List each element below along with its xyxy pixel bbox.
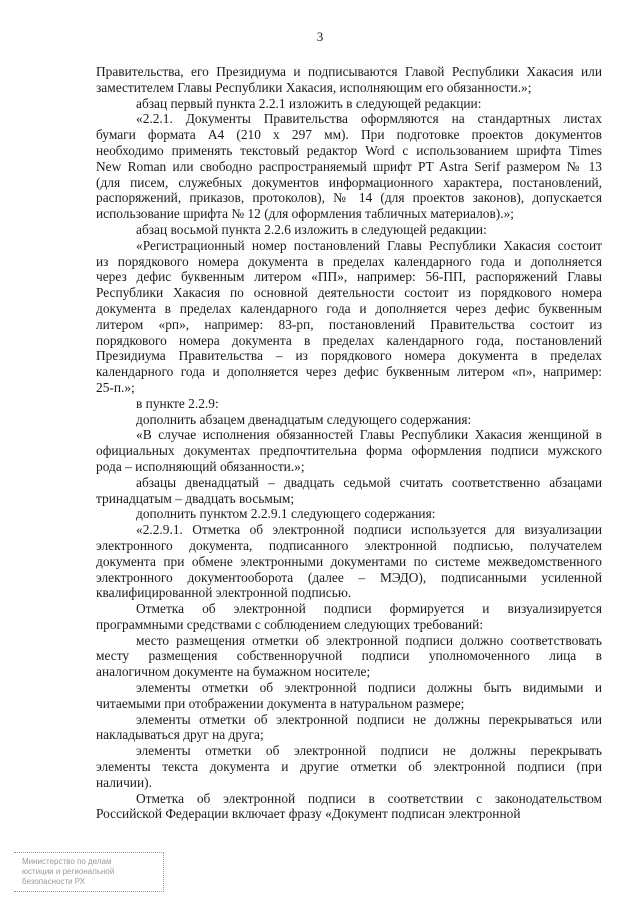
text-line: «Регистрационный номер постановлений Главы Республики Хакасия состоит bbox=[136, 237, 602, 253]
text-line: Отметка об электронной подписи в соответствии с законодательством bbox=[136, 790, 602, 806]
paragraph bbox=[96, 427, 602, 474]
text-line: документа при обмене электронными документами по системе межведомственного bbox=[96, 553, 602, 569]
text-line: из порядкового номера документа в пределах календарного года и дополняется bbox=[96, 253, 602, 269]
text-line: литером «рп», например: 83-рп, постановлений Правительства состоит из bbox=[96, 316, 602, 332]
ministry-stamp bbox=[14, 852, 164, 892]
paragraph bbox=[96, 412, 602, 428]
text-line: месту размещения собственноручной подписи уполномоченного лица в bbox=[96, 648, 602, 664]
text-line: дополнить пунктом 2.2.9.1 следующего содержания: bbox=[136, 506, 436, 522]
text-line: электронного документооборота (далее – МЭДО), подписанными усиленной bbox=[96, 569, 602, 585]
text-line: Правительства, его Президиума и подписываются Главой Республики Хакасия или bbox=[96, 64, 602, 79]
stamp-line: Министерство по делам bbox=[22, 857, 112, 866]
text-line: Российской Федерации включает фразу «Документ подписан электронной bbox=[96, 806, 521, 822]
text-line: наличии). bbox=[96, 774, 152, 790]
text-line: электронного документа, подписанного электронной подписью, получателем bbox=[96, 537, 602, 553]
text-line: рода – исполняющий обязанности.»; bbox=[96, 458, 305, 474]
text-line: (для писем, служебных документов информационного характера, постановлений, bbox=[96, 174, 602, 190]
paragraph bbox=[96, 475, 602, 507]
stamp-line: безопасности РХ bbox=[22, 877, 86, 886]
text-line: квалифицированной электронной подписью. bbox=[96, 585, 352, 601]
paragraph bbox=[96, 64, 602, 96]
text-line: распоряжений, приказов, протоколов), № 14 (для проектов законов), допускается bbox=[96, 190, 602, 206]
text-line: необходимо применять текстовый редактор Word с использованием шрифта Times bbox=[96, 142, 602, 158]
text-line: использование шрифта № 12 (для оформления табличных материалов).»; bbox=[96, 206, 515, 222]
text-line: заместителем Главы Республики Хакасия, исполняющим его обязанности.»; bbox=[96, 79, 532, 95]
paragraph bbox=[96, 680, 602, 712]
text-line: аналогичном документе на бумажном носителе; bbox=[96, 664, 371, 680]
text-line: тринадцатым – двадцать восьмым; bbox=[96, 490, 295, 506]
paragraph bbox=[96, 111, 602, 222]
text-line: место размещения отметки об электронной подписи должно соответствовать bbox=[136, 632, 602, 648]
text-line: 25-п.»; bbox=[96, 379, 135, 395]
paragraph bbox=[96, 712, 602, 744]
paragraph bbox=[96, 791, 602, 823]
paragraph bbox=[96, 506, 602, 522]
paragraph bbox=[96, 743, 602, 790]
paragraph bbox=[96, 222, 602, 238]
text-line: абзацы двенадцатый – двадцать седьмой считать соответственно абзацами bbox=[136, 474, 602, 490]
paragraph bbox=[96, 633, 602, 680]
text-line: в пункте 2.2.9: bbox=[136, 395, 219, 411]
text-line: New Roman или свободно распространяемый шрифт PT Astra Serif размером № 13 bbox=[96, 158, 602, 174]
text-line: через дефис буквенным литером «ПП», например: 56-ПП, распоряжений Главы bbox=[96, 269, 602, 285]
text-line: бумаги формата А4 (210 х 297 мм). При подготовке проектов документов bbox=[96, 127, 602, 143]
text-line: «2.2.9.1. Отметка об электронной подписи используется для визуализации bbox=[136, 522, 602, 538]
paragraph bbox=[96, 396, 602, 412]
text-line: абзац восьмой пункта 2.2.6 изложить в следующей редакции: bbox=[136, 221, 487, 237]
text-line: абзац первый пункта 2.2.1 изложить в следующей редакции: bbox=[136, 95, 482, 111]
paragraph bbox=[96, 96, 602, 112]
text-line: читаемыми при отображении документа в натуральном размере; bbox=[96, 695, 465, 711]
paragraph bbox=[96, 601, 602, 633]
text-line: порядкового номера документа в пределах календарного года, постановлений bbox=[96, 332, 602, 348]
text-line: официальных документах предпочтительна форма оформления подписи мужского bbox=[96, 443, 602, 459]
text-line: элементы текста документа и другие отметки об электронной подписи (при bbox=[96, 759, 602, 775]
text-line: Президиума Правительства – из порядкового номера документа в пределах bbox=[96, 348, 602, 364]
text-line: накладываться друг на друга; bbox=[96, 727, 264, 743]
text-line: элементы отметки об электронной подписи должны быть видимыми и bbox=[136, 680, 602, 696]
page-number: 3 bbox=[316, 29, 324, 44]
text-line: элементы отметки об электронной подписи не должны перекрываться или bbox=[136, 711, 602, 727]
text-line: «В случае исполнения обязанностей Главы Республики Хакасия женщиной в bbox=[136, 427, 602, 443]
paragraph bbox=[96, 522, 602, 601]
document-body bbox=[96, 64, 602, 822]
text-line: Республики Хакасия по основной деятельности состоит из порядкового номера bbox=[96, 285, 602, 301]
text-line: календарного года и дополняется через дефис буквенным литером «п», например: bbox=[96, 364, 602, 380]
text-line: элементы отметки об электронной подписи не должны перекрывать bbox=[136, 743, 602, 759]
paragraph bbox=[96, 238, 602, 396]
text-line: дополнить абзацем двенадцатым следующего содержания: bbox=[136, 411, 472, 427]
text-line: Отметка об электронной подписи формируется и визуализируется bbox=[136, 601, 602, 617]
stamp-line: юстиции и региональной bbox=[22, 867, 115, 876]
text-line: «2.2.1. Документы Правительства оформляются на стандартных листах bbox=[136, 111, 602, 127]
text-line: документа в пределах календарного года и дополняется через дефис буквенным bbox=[96, 300, 602, 316]
text-line: программными средствами с соблюдением следующих требований: bbox=[96, 616, 484, 632]
